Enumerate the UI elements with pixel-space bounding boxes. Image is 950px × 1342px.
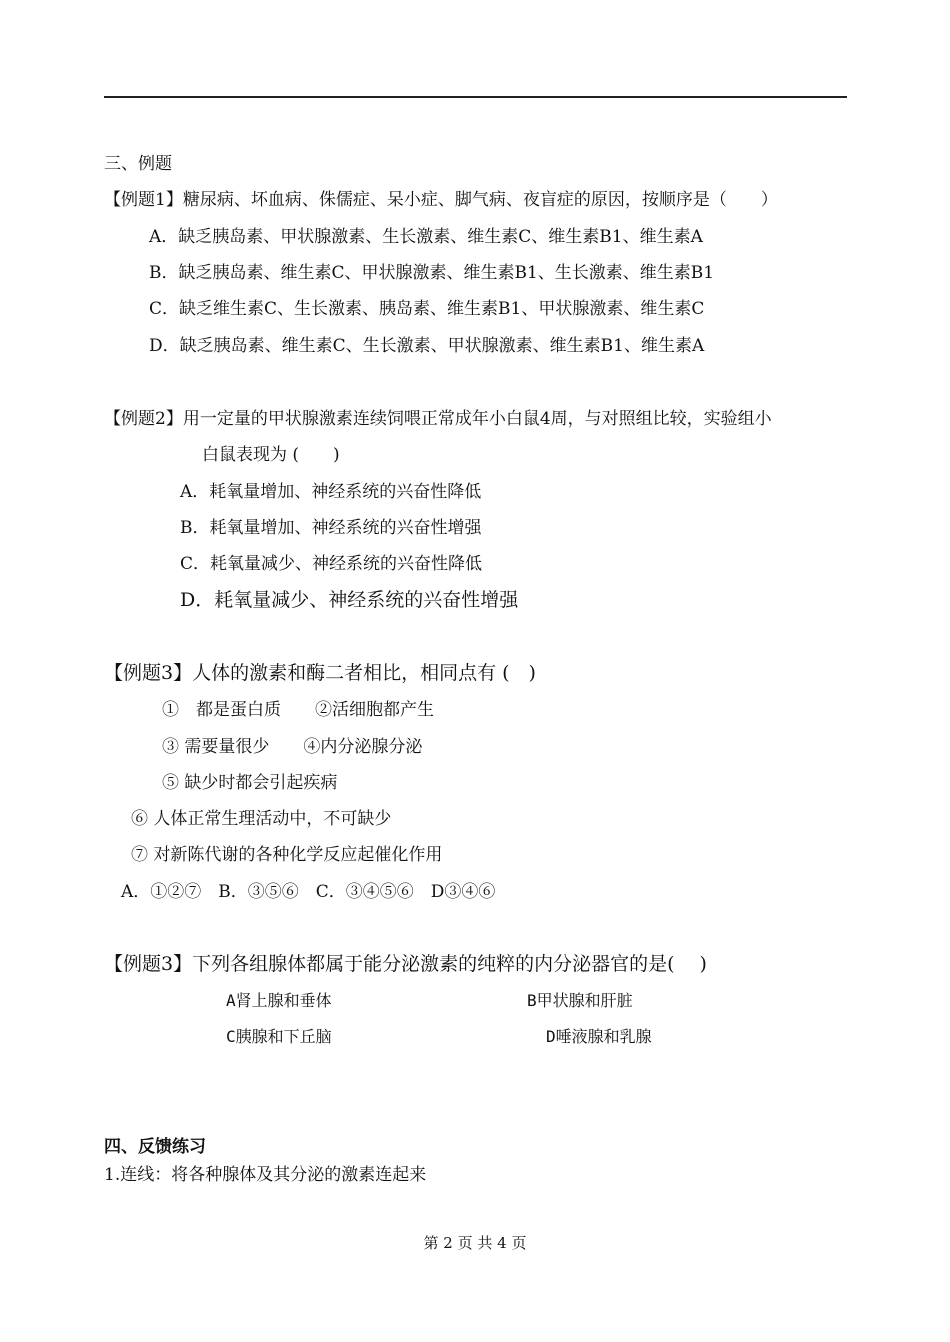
page-footer: 第 2 页 共 4 页 [423, 1234, 527, 1252]
section-3-heading: 三、例题 [104, 154, 172, 174]
question-3-item-3: ⑤ 缺少时都会引起疾病 [162, 773, 338, 793]
question-4-option-d: D唾液腺和乳腺 [546, 1027, 652, 1046]
question-2-option-a: A．耗氧量增加、神经系统的兴奋性降低 [180, 482, 482, 502]
question-3-item-4: ⑥ 人体正常生理活动中，不可缺少 [131, 809, 392, 829]
question-2-option-d: D．耗氧量减少、神经系统的兴奋性增强 [180, 589, 519, 611]
question-1-option-a: A．缺乏胰岛素、甲状腺激素、生长激素、维生素C、维生素B1、维生素A [149, 227, 703, 247]
header-rule [104, 96, 847, 98]
question-3-item-5: ⑦ 对新陈代谢的各种化学反应起催化作用 [131, 845, 443, 865]
question-1-option-c: C．缺乏维生素C、生长激素、胰岛素、维生素B1、甲状腺激素、维生素C [149, 299, 705, 319]
question-4-option-a: A肾上腺和垂体 [226, 991, 332, 1010]
section-4-heading: 四、反馈练习 [104, 1137, 206, 1157]
question-3-stem: 【例题3】人体的激素和酶二者相比，相同点有 ( ) [104, 662, 536, 684]
question-2-stem-continued: 白鼠表现为 ( ) [202, 445, 340, 465]
question-2-stem: 【例题2】用一定量的甲状腺激素连续饲喂正常成年小白鼠4周，与对照组比较，实验组小 [104, 409, 772, 429]
question-3-answers: A．①②⑦ B．③⑤⑥ C．③④⑤⑥ D③④⑥ [121, 882, 496, 902]
question-3-item-1: ① 都是蛋白质 ②活细胞都产生 [162, 700, 434, 720]
question-1-stem: 【例题1】糖尿病、坏血病、侏儒症、呆小症、脚气病、夜盲症的原因，按顺序是（ ） [104, 190, 778, 210]
question-1-option-b: B．缺乏胰岛素、维生素C、甲状腺激素、维生素B1、生长激素、维生素B1 [149, 263, 715, 283]
question-1-option-d: D．缺乏胰岛素、维生素C、生长激素、甲状腺激素、维生素B1、维生素A [149, 336, 705, 356]
question-4-option-c: C胰腺和下丘脑 [226, 1027, 332, 1046]
question-4-option-b: B甲状腺和肝脏 [527, 991, 633, 1010]
exercise-1: 1.连线：将各种腺体及其分泌的激素连起来 [104, 1165, 427, 1185]
question-2-option-b: B．耗氧量增加、神经系统的兴奋性增强 [180, 518, 482, 538]
question-4-stem: 【例题3】下列各组腺体都属于能分泌激素的纯粹的内分泌器官的是( ) [104, 953, 707, 975]
question-2-option-c: C．耗氧量减少、神经系统的兴奋性降低 [180, 554, 483, 574]
question-3-item-2: ③ 需要量很少 ④内分泌腺分泌 [162, 737, 423, 757]
